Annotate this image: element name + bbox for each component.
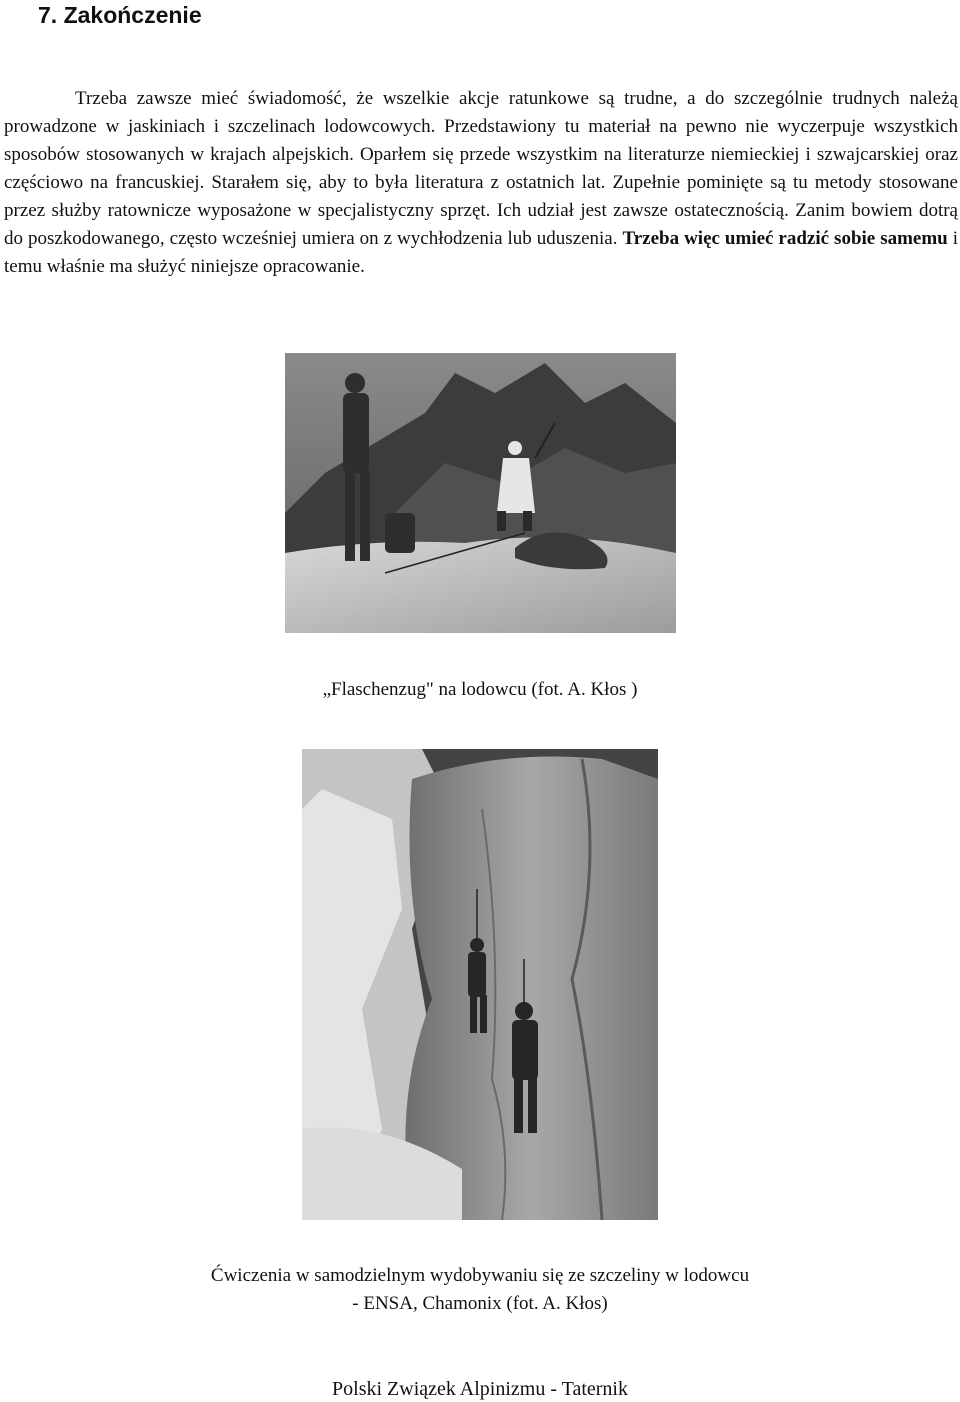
section-heading: 7. Zakończenie <box>38 2 202 28</box>
conclusion-paragraph <box>4 85 958 281</box>
crevasse-training-photo <box>302 749 658 1220</box>
glacier-pulley-photo <box>285 353 676 633</box>
paragraph-text-end: i temu właśnie ma służyć niniejsze opracowanie. <box>4 228 959 277</box>
photo2-caption-line1: Ćwiczenia w samodzielnym wydobywaniu się ze szczeliny w lodowcu <box>210 1265 750 1286</box>
photo2-caption-line2: - ENSA, Chamonix (fot. A. Kłos) <box>352 1293 608 1314</box>
photo1-caption: „Flaschenzug" na lodowcu (fot. A. Kłos ) <box>322 679 638 700</box>
paragraph-text: Trzeba zawsze mieć świadomość, że wszelkie akcje ratunkowe są trudne, a do szczególnie trudnych należą prowadzone w jaskiniach i szczelinach lodowcowych. Przedstawiony tu materiał na pewno nie wyczerpuje wszystkich sposobów stosowanych w krajach alpejskich. Oparłem się przede wszystkim na literaturze niemieckiej i szwajcarskiej oraz częściowo na francuskiej. Starałem się, aby to była literatura z ostatnich lat. Zupełnie pominięte są tu metody stosowane przez służby ratownicze wyposażone w specjalistyczny sprzęt. Ich udział jest zawsze ostatecznością. Zanim bowiem dotrą do poszkodowanego, często wcześniej umiera on z wychłodzenia lub uduszenia. <box>4 88 958 249</box>
paragraph-bold-text: Trzeba więc umieć radzić sobie samemu <box>622 228 948 249</box>
page-footer: Polski Związek Alpinizmu - Taternik <box>332 1378 628 1400</box>
